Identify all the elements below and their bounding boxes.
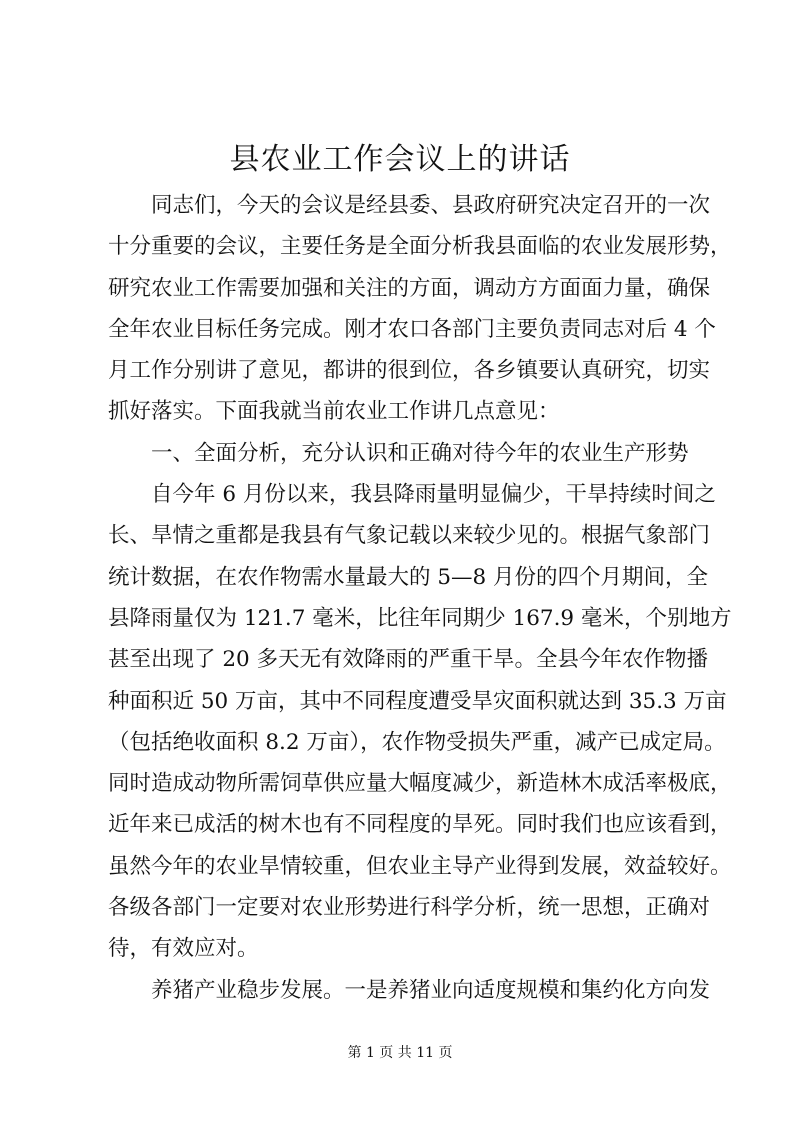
body-line: 甚至出现了 20 多天无有效降雨的严重干旱。全县今年农作物播 [108,647,709,673]
document-body [108,185,732,1011]
body-line: 同时造成动物所需饲草供应量大幅度减少，新造林木成活率极底， [108,771,732,797]
section-heading: 一、全面分析，充分认识和正确对待今年的农业生产形势 [151,440,689,466]
document-title: 县农业工作会议上的讲话 [229,142,571,177]
body-line: 月工作分别讲了意见，都讲的很到位，各乡镇要认真研究，切实 [108,358,711,384]
body-line: 研究农业工作需要加强和关注的方面，调动方方面面力量，确保 [108,275,711,301]
body-line: 抓好落实。下面我就当前农业工作讲几点意见： [108,399,560,425]
body-line: （包括绝收面积 8.2 万亩），农作物受损失严重，减产已成定局。 [108,729,726,755]
body-line: 统计数据，在农作物需水量最大的 5—8 月份的四个月期间，全 [108,564,709,590]
body-line: 长、旱情之重都是我县有气象记载以来较少见的。根据气象部门 [108,523,711,549]
body-line: 虽然今年的农业旱情较重，但农业主导产业得到发展，效益较好。 [108,853,732,879]
body-line: 县降雨量仅为 121.7 毫米，比往年同期少 167.9 毫米，个别地方 [108,605,732,631]
body-line: 种面积近 50 万亩，其中不同程度遭受旱灾面积就达到 35.3 万亩 [108,688,727,714]
body-line: 近年来已成活的树木也有不同程度的旱死。同时我们也应该看到， [108,812,732,838]
body-line: 自今年 6 月份以来，我县降雨量明显偏少，干旱持续时间之 [151,482,716,508]
body-line: 养猪产业稳步发展。一是养猪业向适度规模和集约化方向发 [151,977,711,1003]
body-line: 各级各部门一定要对农业形势进行科学分析，统一思想，正确对 [108,895,711,921]
body-line: 待，有效应对。 [108,936,259,962]
body-line: 同志们，今天的会议是经县委、县政府研究决定召开的一次 [151,193,711,218]
body-line: 十分重要的会议，主要任务是全面分析我县面临的农业发展形势， [108,234,732,260]
page-number-footer: 第 1 页 共 11 页 [347,1045,453,1061]
body-line: 全年农业目标任务完成。刚才农口各部门主要负责同志对后 4 个 [108,316,716,342]
